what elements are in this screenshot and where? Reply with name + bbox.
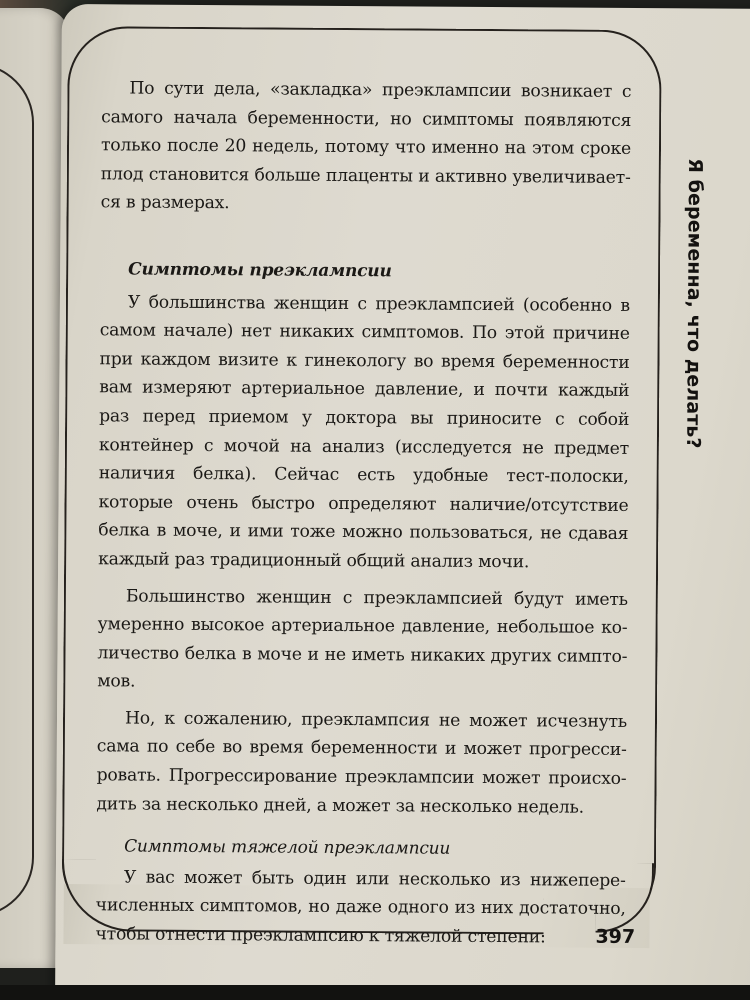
previous-page-frame [0,63,34,917]
page-number: 397 [595,925,636,949]
section-heading-symptoms: Симптомы преэклампсии [128,259,392,282]
page-body-text [95,74,631,952]
paragraph-3: Большинство женщин с преэклампсией будут иметь умеренно высокое артериальное давление, небольшое количество белка в моче и не иметь никаких других симптомов. [97,585,628,692]
bottom-shadow [0,985,750,1000]
paragraph-2: У большинства женщин с преэклампсией (особенно в самом начале) нет никаких симптомов. По этой причине при каждом визите к гинекологу во время беременности вам измеряют артериальное давление, и почти каждый раз перед приемом у доктора вы приносите с собой контейнер с мочой на анализ (исследуется не предмет наличия белка). Сейчас есть удобные тест-полоски, которые очень быстро определяют наличие/отсутствие белка в моче, и ими тоже можно пользоваться, не сдавая каждый раз традиционный общий анализ мочи. [98,292,630,573]
section-heading-severe-symptoms: Симптомы тяжелой преэклампсии [124,836,451,859]
book-page [55,4,750,999]
running-title: Я беременна, что делать? [681,158,706,449]
paragraph-1: По сути дела, «закладка» преэклампсии возникает с самого начала беременности, но симптомы появляются только после 20 недель, потому что именно на этом сроке плод становится больше плаценты и активно увеличивается в размерах. [100,78,632,214]
running-title-tab [673,148,715,458]
paragraph-5: У вас может быть один или несколько из нижеперечисленных симптомов, но даже одного из них достаточно, чтобы отнести преэклампсию к тяжелой степени: [95,867,626,948]
paragraph-4: Но, к сожалению, преэклампсия не может исчезнуть сама по себе во время беременности и может прогрессировать. Прогрессирование преэклампсии может происходить за несколько дней, а может за несколько недель. [96,708,628,818]
